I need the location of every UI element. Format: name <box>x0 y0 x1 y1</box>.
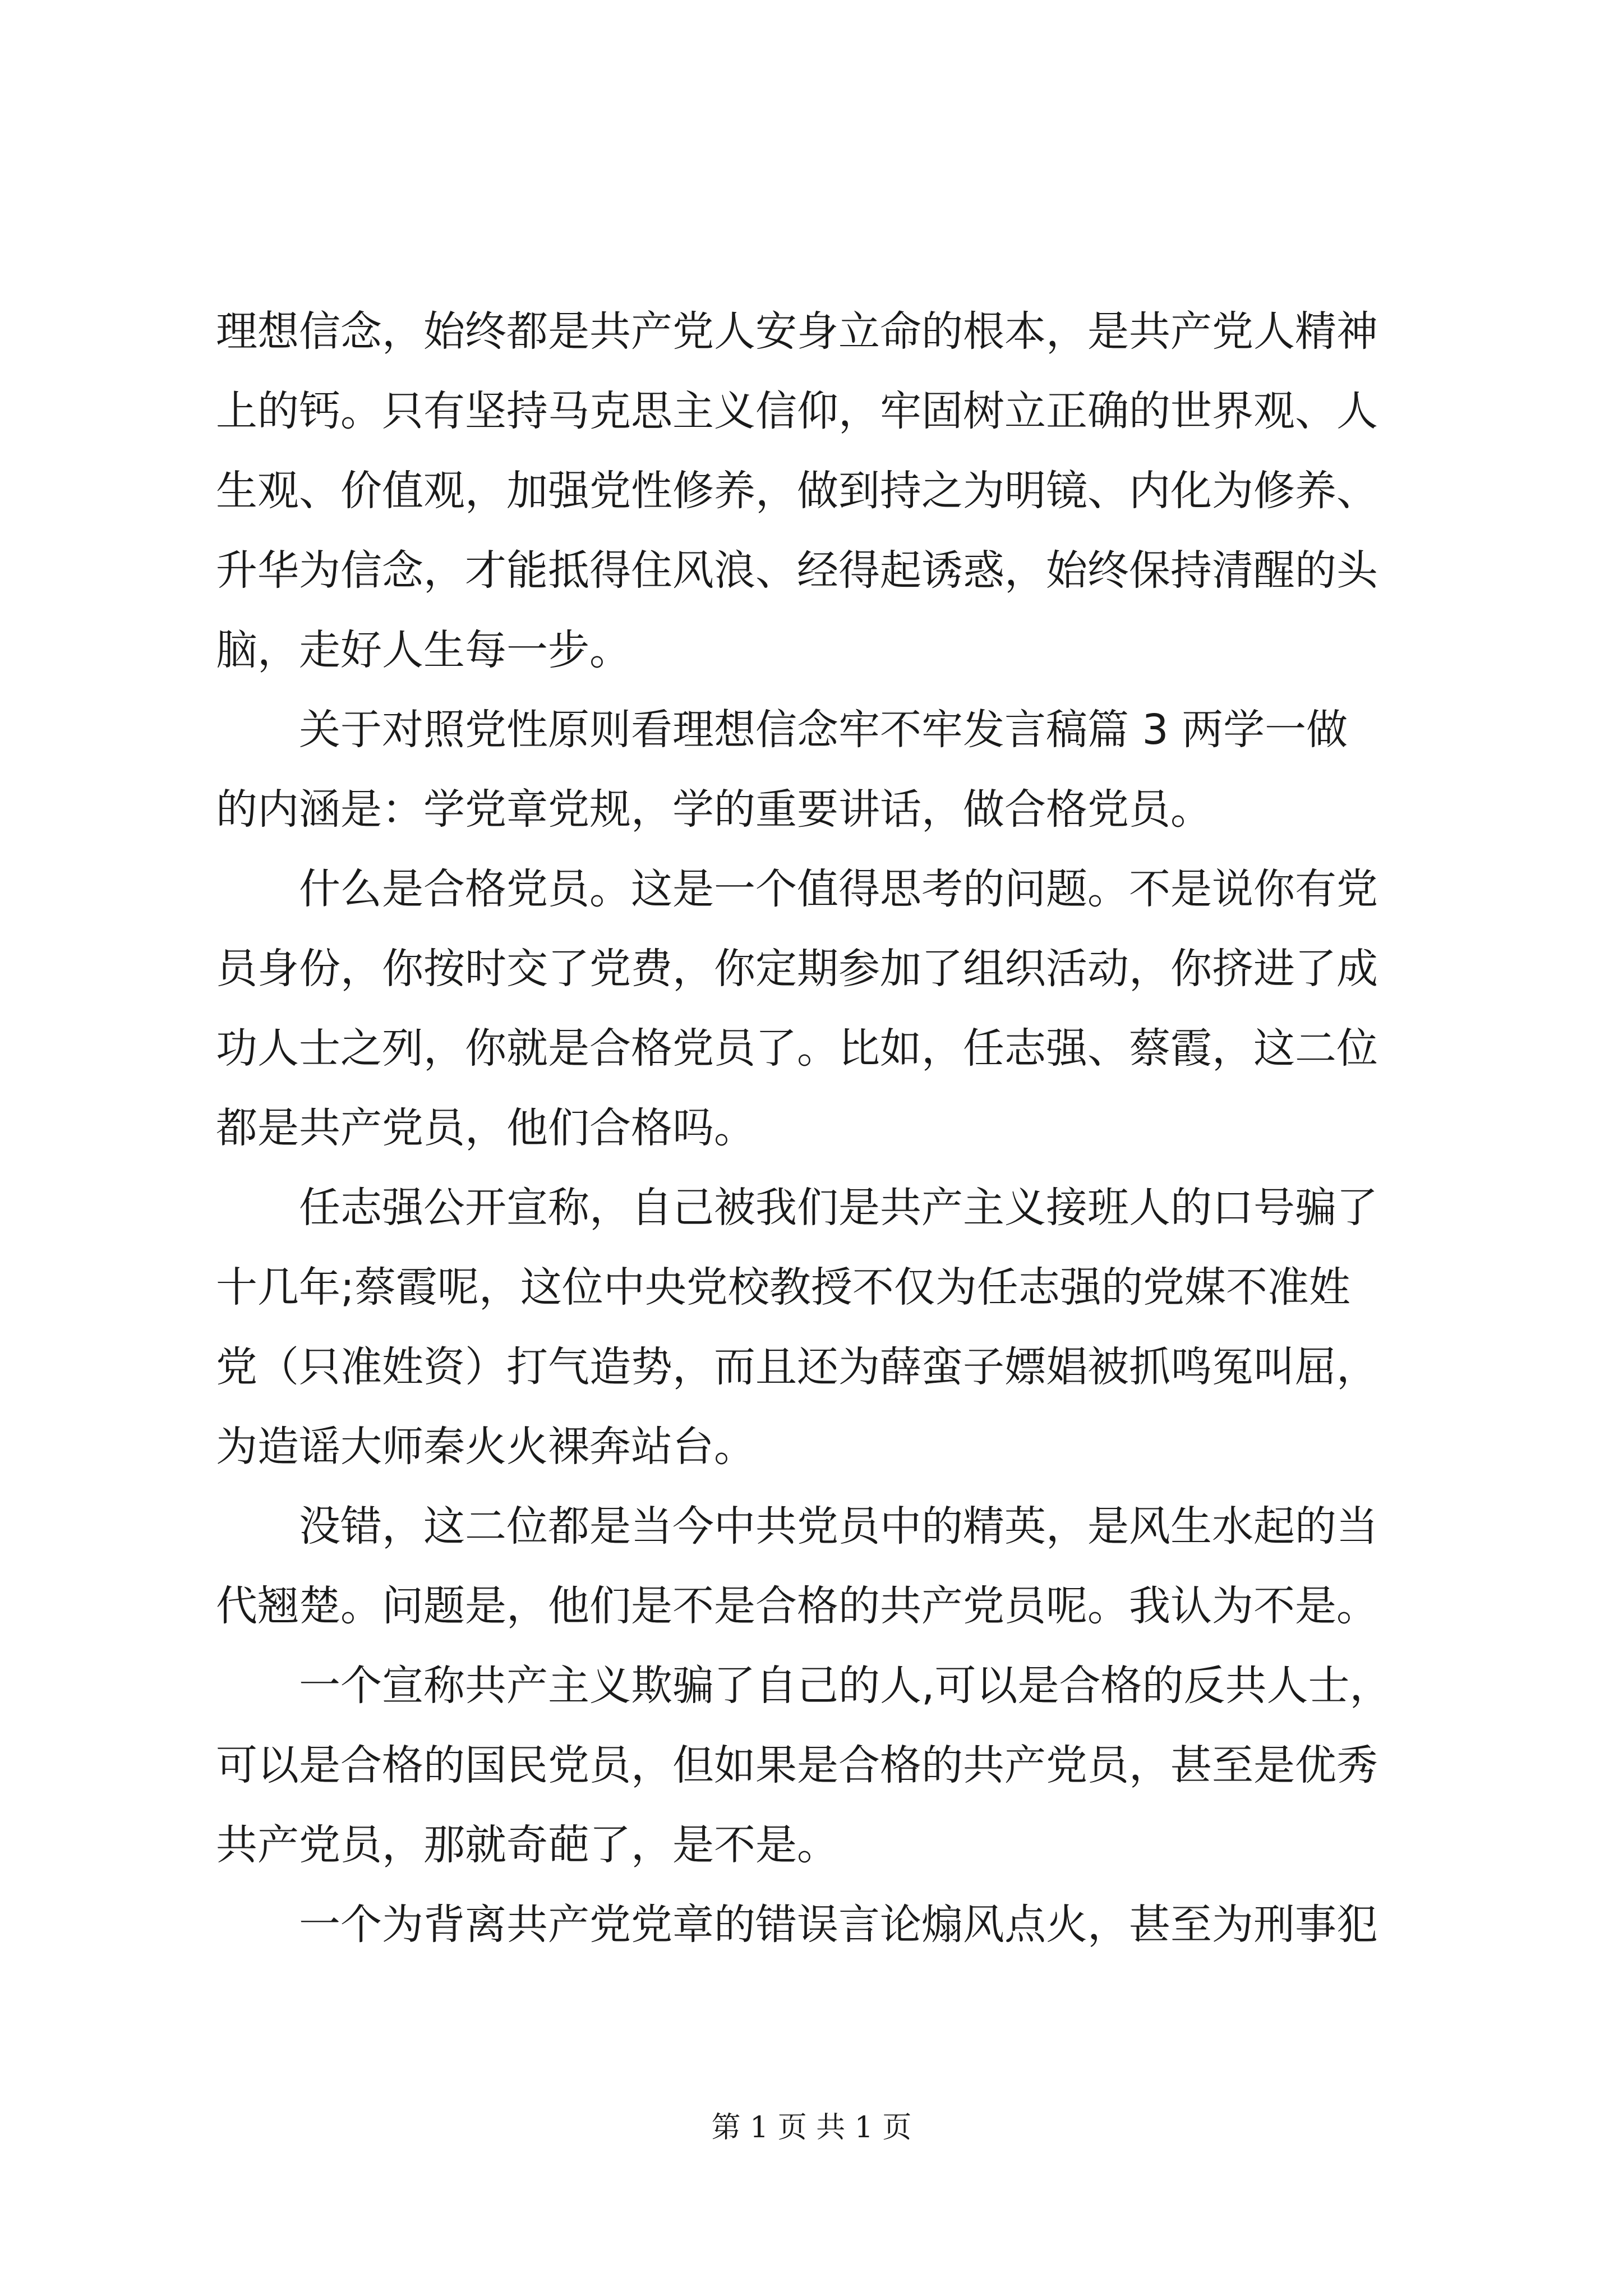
text-line: 代翘楚。问题是，他们是不是合格的共产党员呢。我认为不是。 <box>216 1582 1378 1630</box>
text-line: 共产党员，那就奇葩了，是不是。 <box>216 1821 838 1869</box>
document-body <box>216 292 1416 1964</box>
text-line: 生观、价值观，加强党性修养，做到持之为明镜、内化为修养、 <box>216 467 1378 515</box>
text-line: 脑，走好人生每一步。 <box>216 626 631 674</box>
text-line: 的内涵是：学党章党规，学的重要讲话，做合格党员。 <box>216 785 1212 834</box>
page-footer <box>0 2108 1623 2147</box>
text-line: 理想信念，始终都是共产党人安身立命的根本，是共产党人精神 <box>216 307 1378 356</box>
text-line: 一个宣称共产主义欺骗了自己的人,可以是合格的反共人士， <box>299 1662 1391 1710</box>
text-line: 上的钙。只有坚持马克思主义信仰，牢固树立正确的世界观、人 <box>216 387 1378 435</box>
text-line: 任志强公开宣称，自己被我们是共产主义接班人的口号骗了 <box>299 1184 1378 1232</box>
paragraph <box>216 849 1416 1168</box>
text-line: 党（只准姓资）打气造势，而且还为薛蛮子嫖娼被抓鸣冤叫屈， <box>216 1343 1378 1391</box>
paragraph <box>216 1168 1416 1487</box>
paragraph <box>216 1487 1416 1646</box>
text-line: 一个为背离共产党党章的错误言论煽风点火，甚至为刑事犯 <box>299 1901 1378 1949</box>
text-line: 十几年;蔡霞呢，这位中央党校教授不仅为任志强的党媒不准姓 <box>216 1263 1350 1312</box>
paragraph <box>216 690 1416 849</box>
text-line: 都是共产党员，他们合格吗。 <box>216 1104 755 1152</box>
text-line: 没错，这二位都是当今中共党员中的精英，是风生水起的当 <box>299 1502 1378 1550</box>
page-number: 第 1 页 共 1 页 <box>711 2111 912 2145</box>
text-line: 员身份，你按时交了党费，你定期参加了组织活动，你挤进了成 <box>216 945 1378 993</box>
paragraph <box>216 1646 1416 1885</box>
text-line: 升华为信念，才能抵得住风浪、经得起诱惑，始终保持清醒的头 <box>216 546 1378 595</box>
paragraph <box>216 292 1416 690</box>
text-line: 什么是合格党员。这是一个值得思考的问题。不是说你有党 <box>299 865 1378 913</box>
text-line: 关于对照党性原则看理想信念牢不牢发言稿篇 3 两学一做 <box>299 706 1348 754</box>
paragraph <box>216 1885 1416 1964</box>
text-line: 功人士之列，你就是合格党员了。比如，任志强、蔡霞，这二位 <box>216 1024 1378 1073</box>
text-line: 可以是合格的国民党员，但如果是合格的共产党员，甚至是优秀 <box>216 1741 1378 1789</box>
text-line: 为造谣大师秦火火裸奔站台。 <box>216 1423 755 1471</box>
